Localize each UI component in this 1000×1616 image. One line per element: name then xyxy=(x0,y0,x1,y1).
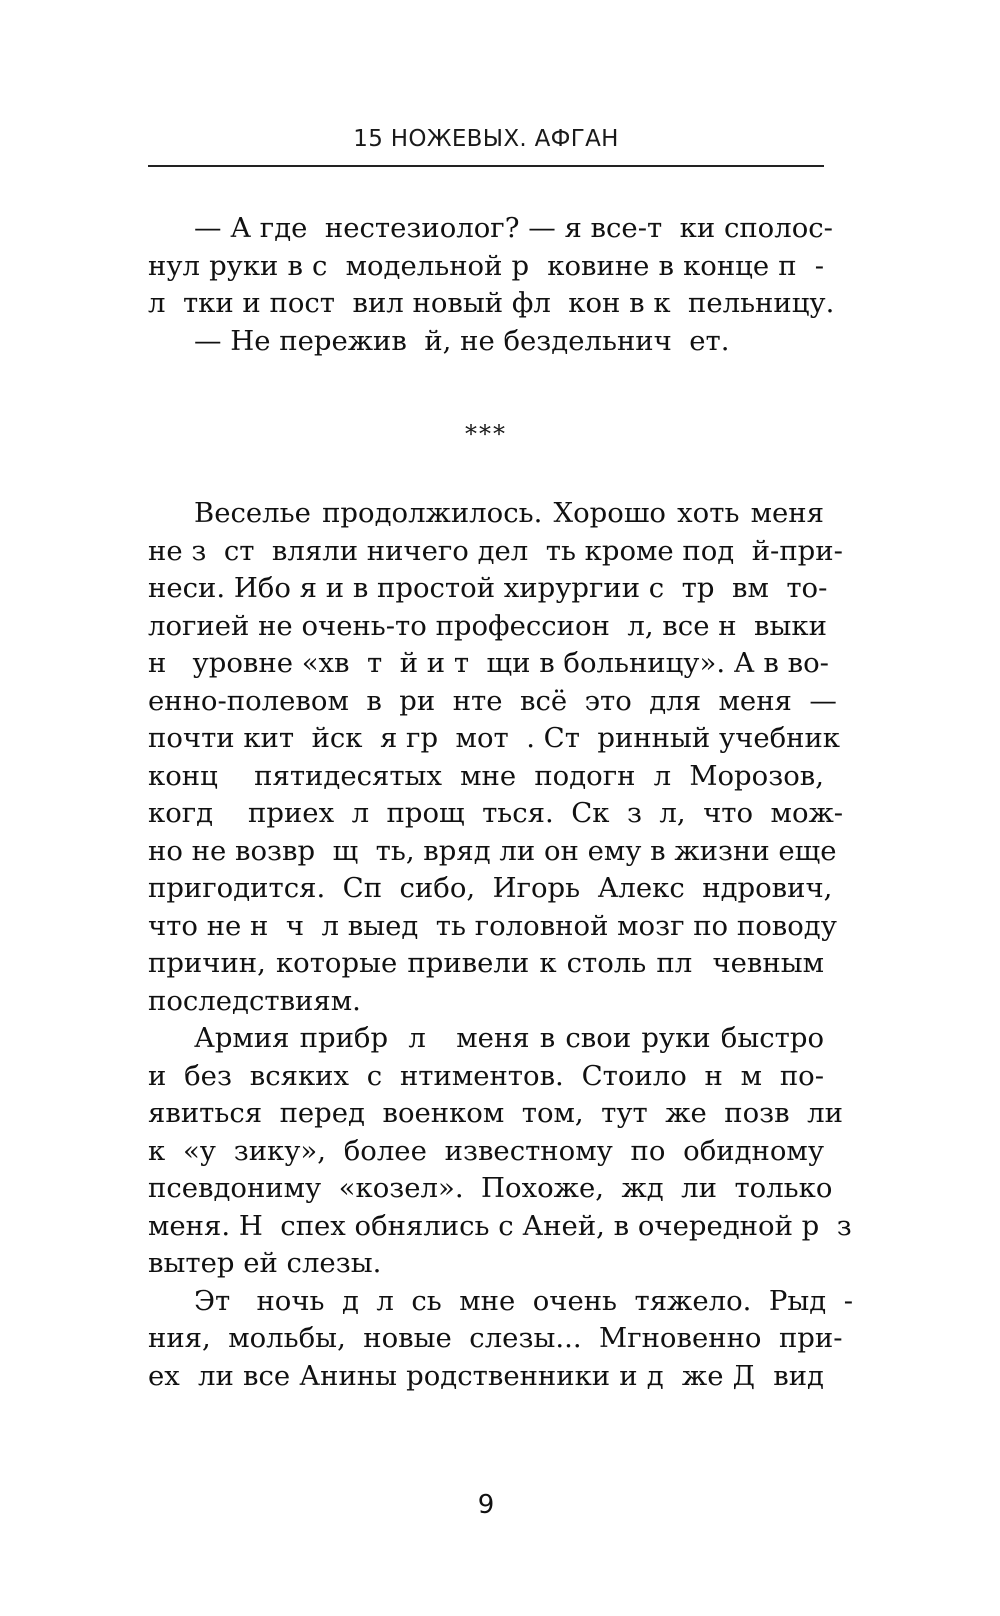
text-line: ния, мольбы, новые слезы... Мгновенно при- xyxy=(148,1322,843,1354)
text-line: и без всяких с нтиментов. Стоило н м по- xyxy=(148,1059,824,1092)
section-separator: *** xyxy=(465,420,507,448)
text-line: — Не пережив й, не бездельнич ет. xyxy=(194,324,730,357)
text-line: ех ли все Анины родственники и д же Д вид xyxy=(148,1359,824,1392)
text-block-top xyxy=(148,210,835,360)
text-line: енно-полевом в ри нте всё это для меня — xyxy=(148,684,837,717)
text-line: Веселье продолжилось. Хорошо хоть меня xyxy=(194,497,824,529)
text-line: явиться перед военком том, тут же позв ли xyxy=(148,1097,843,1129)
text-line: л тки и пост вил новый фл кон в к пельницу. xyxy=(148,287,835,319)
text-line: к «у зику», более известному по обидному xyxy=(148,1134,824,1167)
text-line: не з ст вляли ничего дел ть кроме под й-при- xyxy=(148,534,843,567)
text-line: но не возвр щ ть, вряд ли он ему в жизни еще xyxy=(148,834,837,867)
text-line: последствиям. xyxy=(148,984,361,1017)
text-line: причин, которые привели к столь пл чевным xyxy=(148,947,824,979)
text-line: когд приех л прощ ться. Ск з л, что мож- xyxy=(148,797,844,829)
running-head: 15 НОЖЕВЫХ. АФГАН xyxy=(353,126,619,152)
text-line: псевдониму «козел». Похоже, жд ли только xyxy=(148,1172,833,1204)
text-line: пригодится. Сп сибо, Игорь Алекс ндрович, xyxy=(148,872,833,904)
text-line: вытер ей слезы. xyxy=(148,1247,382,1279)
header-rule xyxy=(148,165,824,167)
text-line: — А где нестезиолог? — я все-т ки сполос- xyxy=(194,212,833,244)
text-line: что не н ч л выед ть головной мозг по поводу xyxy=(148,909,837,942)
text-line: конц пятидесятых мне подогн л Морозов, xyxy=(148,759,824,792)
text-line: почти кит йск я гр мот . Ст ринный учебник xyxy=(148,722,840,754)
text-line: Армия прибр л меня в свои руки быстро xyxy=(194,1022,824,1054)
text-line: н уровне «хв т й и т щи в больницу». А в во- xyxy=(148,647,829,679)
text-line: неси. Ибо я и в простой хирургии с тр вм то- xyxy=(148,572,828,604)
text-line: нул руки в с модельной р ковине в конце п - xyxy=(148,249,824,282)
page-number: 9 xyxy=(477,1490,495,1520)
text-block-main xyxy=(148,495,853,1395)
text-line: Эт ночь д л сь мне очень тяжело. Рыд - xyxy=(194,1284,853,1317)
text-line: логией не очень-то профессион л, все н выки xyxy=(148,609,827,642)
text-line: меня. Н спех обнялись с Аней, в очередной р з xyxy=(148,1209,852,1242)
